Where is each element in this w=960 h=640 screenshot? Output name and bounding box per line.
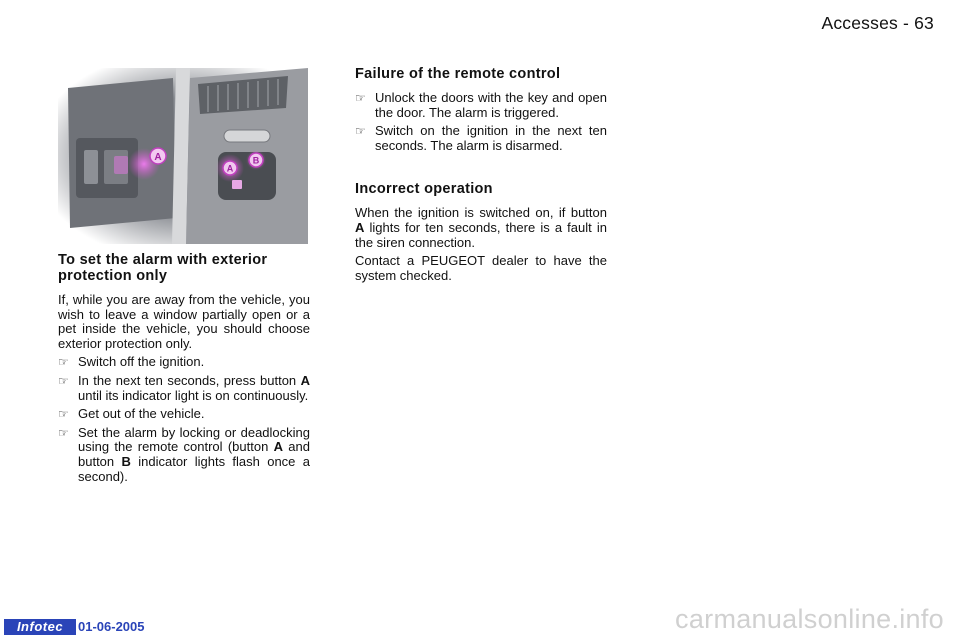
button-a-label: A — [154, 152, 162, 163]
infotec-badge: Infotec — [4, 619, 76, 635]
dashboard-illustration — [58, 68, 308, 244]
section-title-exterior-protection: To set the alarm with exterior protection only — [58, 252, 268, 284]
button-a-ref: A — [300, 372, 310, 388]
pointing-hand-icon: ☞ — [58, 355, 69, 370]
section-title-remote-failure: Failure of the remote control — [355, 66, 561, 82]
alarm-buttons-illustration — [58, 68, 308, 244]
padlock-icon — [232, 180, 242, 189]
button-a-ref: A — [355, 219, 365, 235]
pointing-hand-icon: ☞ — [355, 124, 366, 139]
button-a-label-2: A — [226, 163, 234, 174]
steps-list — [58, 355, 310, 484]
section-title-incorrect-operation: Incorrect operation — [355, 181, 493, 198]
button-a-ref: A — [273, 439, 283, 455]
footer-date: 01-06-2005 — [78, 619, 145, 634]
page-number: 63 — [914, 13, 934, 33]
left-column — [58, 252, 310, 488]
section-name: Accesses — [821, 13, 898, 33]
list-item: ☞ Switch on the ignition in the next ten seconds. The alarm is disarmed. — [355, 123, 607, 153]
right-column — [355, 66, 607, 287]
watermark: carmanualsonline.info — [675, 604, 944, 634]
header-separator: - — [903, 13, 910, 33]
pointing-hand-icon: ☞ — [58, 407, 69, 422]
pointing-hand-icon: ☞ — [58, 373, 69, 388]
list-item: ☞ Unlock the doors with the key and open the door. The alarm is triggered. — [355, 90, 607, 120]
page-header — [821, 13, 934, 34]
button-b-label: B — [252, 155, 260, 166]
pointing-hand-icon: ☞ — [58, 425, 69, 440]
incorrect-operation-paragraph: When the ignition is switched on, if button A lights for ten seconds, there is a fault in the siren connection. — [355, 205, 607, 250]
list-item: ☞ Set the alarm by locking or deadlocking using the remote control (button A and button B indicator lights flash once a second). — [58, 424, 310, 484]
dealer-paragraph: Contact a PEUGEOT dealer to have the system checked. — [355, 253, 607, 283]
list-item: ☞ Get out of the vehicle. — [58, 406, 205, 422]
pointing-hand-icon: ☞ — [355, 91, 366, 105]
list-item: ☞ In the next ten seconds, press button A until its indicator light is on continuously. — [58, 372, 310, 403]
button-b-ref: B — [121, 453, 131, 469]
list-item: ☞ Switch off the ignition. — [58, 354, 205, 370]
intro-paragraph: If, while you are away from the vehicle, you wish to leave a window partially open or a pet inside the vehicle, you should choose exterior protection only. — [58, 292, 310, 351]
remote-failure-steps — [355, 91, 607, 153]
